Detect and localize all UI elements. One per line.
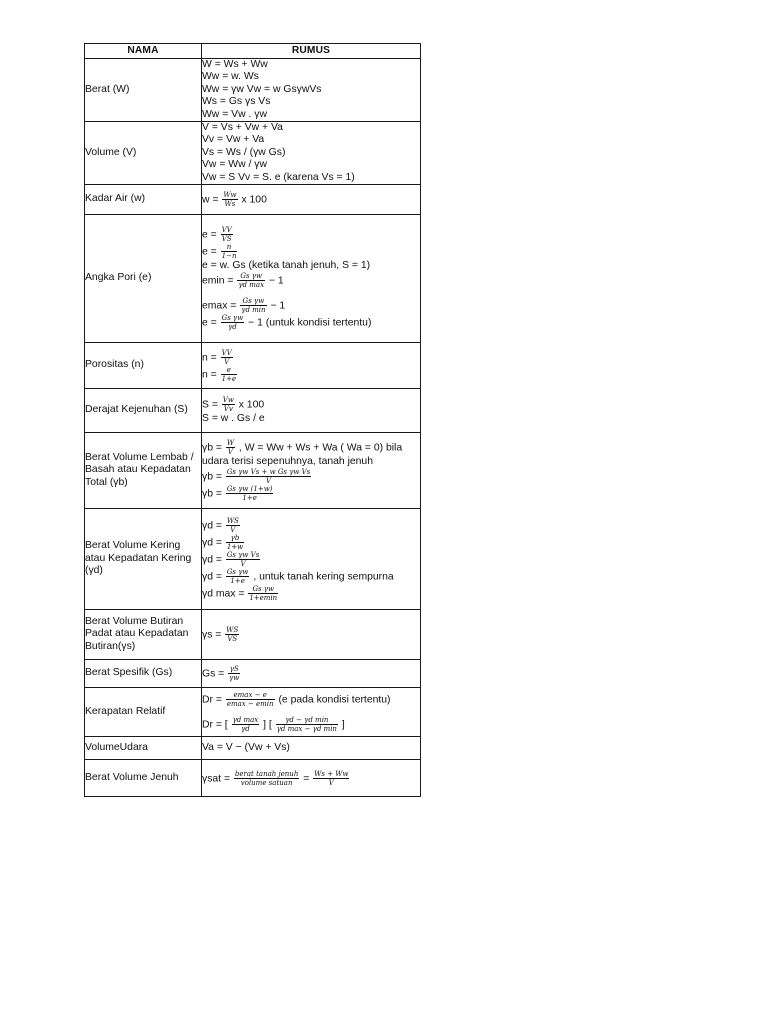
formula-rhs: ] <box>341 719 345 731</box>
formula-line <box>202 691 420 708</box>
spacer <box>202 289 420 297</box>
formula-line <box>202 396 420 413</box>
fraction <box>232 716 260 733</box>
table-row <box>85 389 421 433</box>
formula-rhs: − 1 (untuk kondisi tertentu) <box>248 317 372 329</box>
denominator: V <box>224 357 230 366</box>
formula-line <box>202 665 420 682</box>
numerator: Gs γw <box>237 272 265 281</box>
formula-line <box>202 172 420 184</box>
formula-line <box>202 568 420 585</box>
formula-lhs: γd = <box>202 570 222 582</box>
fraction <box>226 517 240 534</box>
numerator: WS <box>226 626 239 635</box>
spacer <box>202 708 420 716</box>
formula-line <box>202 534 420 551</box>
formula-line <box>202 349 420 366</box>
table-row <box>85 185 421 215</box>
formula-lhs: w = <box>202 194 219 206</box>
table-row <box>85 610 421 660</box>
numerator: Gs γw Vs <box>226 550 260 559</box>
formula-line <box>202 439 420 468</box>
formula-mid: ] [ <box>263 719 272 731</box>
denominator: V <box>240 559 246 568</box>
fraction <box>226 534 244 551</box>
formula-line <box>202 260 420 272</box>
numerator: berat tanah jenuh <box>234 769 299 778</box>
denominator: V <box>227 447 233 456</box>
numerator: VV <box>221 225 232 234</box>
denominator: Vv <box>223 404 233 413</box>
table-row <box>85 343 421 389</box>
denominator: γd max <box>238 281 265 290</box>
formula-line <box>202 191 420 208</box>
denominator: γd <box>228 323 237 332</box>
formula-lhs: γd = <box>202 536 222 548</box>
denominator: Ws <box>224 200 236 209</box>
fraction <box>226 551 260 568</box>
fraction <box>225 626 239 643</box>
numerator: W <box>226 438 235 447</box>
property-name: Berat Volume Butiran Padat atau Kepadatan Butiran(γs) <box>85 610 202 660</box>
formula-line <box>202 159 420 171</box>
formula-rhs: , W = Ww + Ws + Wa ( Wa = 0) bila udara terisi sepenuhnya, tanah jenuh <box>202 442 403 467</box>
formula-line <box>202 770 420 787</box>
formula-rhs: (e pada kondisi tertentu) <box>278 694 391 706</box>
denominator: 1+emin <box>249 593 278 602</box>
fraction <box>248 585 278 602</box>
formula-cell <box>202 688 421 737</box>
numerator: Gs γw <box>226 567 249 576</box>
fraction <box>221 243 238 260</box>
formula-lhs: e = <box>202 229 217 241</box>
column-header-formula: RUMUS <box>202 44 421 59</box>
formula-line <box>202 517 420 534</box>
table-row <box>85 122 421 185</box>
formula-cell <box>202 389 421 433</box>
formula-lhs: e = <box>202 317 217 329</box>
property-name: Derajat Kejenuhan (S) <box>85 389 202 433</box>
formula-line <box>202 71 420 83</box>
formula-cell <box>202 509 421 610</box>
fraction <box>226 439 235 456</box>
formula-line <box>202 59 420 71</box>
numerator: VV <box>221 348 232 357</box>
numerator: n <box>221 243 238 252</box>
table-row <box>85 433 421 509</box>
formula-line <box>202 134 420 146</box>
table-row <box>85 509 421 610</box>
fraction <box>276 716 338 733</box>
denominator: V <box>328 778 334 787</box>
property-name: Berat Volume Lembab / Basah atau Kepadatan Total (γb) <box>85 433 202 509</box>
formula-line <box>202 551 420 568</box>
denominator: VS <box>221 234 232 243</box>
formula-text: V = Vs + Vw + Va <box>202 122 283 134</box>
formula-text: S = w . Gs / e <box>202 412 265 424</box>
formula-line <box>202 84 420 96</box>
formula-line <box>202 243 420 260</box>
formula-lhs: e = <box>202 246 217 258</box>
property-name: Angka Pori (e) <box>85 215 202 343</box>
denominator: γd max − γd min <box>276 725 337 734</box>
fraction <box>221 314 245 331</box>
formula-text: Vv = Vw + Va <box>202 134 265 146</box>
numerator: Gs γw (1+w) <box>226 485 273 494</box>
denominator: 1+e <box>230 576 245 585</box>
formula-line <box>202 585 420 602</box>
fraction <box>221 366 237 383</box>
formula-line <box>202 122 420 134</box>
property-name: Kadar Air (w) <box>85 185 202 215</box>
formula-cell <box>202 737 421 760</box>
formula-line <box>202 272 420 289</box>
table-row <box>85 760 421 797</box>
numerator: Gs γw <box>248 585 278 594</box>
property-name: Berat Spesifik (Gs) <box>85 660 202 688</box>
fraction <box>313 770 349 787</box>
fraction <box>221 226 233 243</box>
property-name: Berat Volume Kering atau Kepadatan Kering (γd) <box>85 509 202 610</box>
formula-line <box>202 742 420 754</box>
fraction <box>221 349 233 366</box>
formula-text: W = Ws + Ww <box>202 59 268 70</box>
formula-line <box>202 485 420 502</box>
denominator: γd min <box>241 306 266 315</box>
formula-lhs: emax = <box>202 300 237 312</box>
property-name: VolumeUdara <box>85 737 202 760</box>
table-row <box>85 688 421 737</box>
fraction <box>226 485 274 502</box>
formula-line <box>202 366 420 383</box>
formula-text: Ws = Gs γs Vs <box>202 96 271 108</box>
formula-cell <box>202 215 421 343</box>
formula-lhs: γd max = <box>202 587 245 599</box>
formula-lhs: γd = <box>202 553 222 565</box>
fraction <box>226 468 311 485</box>
numerator: γS <box>229 665 239 674</box>
property-name: Volume (V) <box>85 122 202 185</box>
formula-cell <box>202 433 421 509</box>
formula-line <box>202 468 420 485</box>
formula-rhs: x 100 <box>241 194 267 206</box>
denominator: emax − emin <box>226 700 274 709</box>
property-name: Kerapatan Relatif <box>85 688 202 737</box>
table-row <box>85 737 421 760</box>
fraction <box>237 272 265 289</box>
formula-lhs: Gs = <box>202 668 225 680</box>
formula-line <box>202 716 420 733</box>
formula-rhs: x 100 <box>238 399 265 411</box>
formula-text: Vw = S Vv = S. e (karena Vs = 1) <box>202 171 355 183</box>
fraction <box>240 297 266 314</box>
table-header-row <box>85 44 421 59</box>
denominator: VS <box>227 635 238 644</box>
formula-cell <box>202 610 421 660</box>
formula-text: Vs = Ws / (γw Gs) <box>202 146 286 158</box>
formula-line <box>202 413 420 425</box>
formula-line <box>202 314 420 331</box>
numerator: γd − γd min <box>276 716 338 725</box>
property-name: Porositas (n) <box>85 343 202 389</box>
formula-lhs: n = <box>202 368 217 380</box>
denominator: volume satuan <box>240 778 293 787</box>
denominator: γw <box>229 674 240 683</box>
table-row <box>85 215 421 343</box>
numerator: WS <box>226 516 239 525</box>
formula-lhs: n = <box>202 351 217 363</box>
numerator: Ws + Ww <box>314 769 349 778</box>
denominator: γd <box>241 725 250 734</box>
formula-line <box>202 226 420 243</box>
formula-lhs: γsat = <box>202 772 231 784</box>
formula-rhs: − 1 <box>270 300 286 312</box>
numerator: Gs γw <box>221 314 244 323</box>
formula-table <box>84 43 421 797</box>
formula-line <box>202 297 420 314</box>
formula-text: Ww = w. Ws <box>202 71 259 83</box>
formula-mid: = <box>303 772 310 784</box>
formula-cell <box>202 660 421 688</box>
formula-lhs: γd = <box>202 519 222 531</box>
formula-text: Vw = Ww / γw <box>202 159 267 171</box>
formula-cell <box>202 760 421 797</box>
formula-line <box>202 96 420 108</box>
fraction <box>226 691 275 708</box>
property-name: Berat Volume Jenuh <box>85 760 202 797</box>
formula-text: Ww = Vw . γw <box>202 108 267 120</box>
fraction <box>222 191 237 208</box>
formula-text: Ww = γw Vw = w GsγwVs <box>202 83 322 95</box>
denominator: V <box>230 525 236 534</box>
numerator: Gs γw Vs + w Gs γw Vs <box>226 468 311 477</box>
formula-text: Va = V − (Vw + Vs) <box>202 741 290 753</box>
numerator: γd max <box>232 716 259 725</box>
numerator: Ww <box>223 191 237 200</box>
denominator: 1−n <box>221 251 237 260</box>
denominator: 1+w <box>226 542 244 551</box>
formula-lhs: γb = <box>202 442 222 454</box>
table-row <box>85 59 421 122</box>
formula-lhs: γb = <box>202 488 222 500</box>
table-row <box>85 660 421 688</box>
fraction <box>234 770 299 787</box>
formula-line <box>202 626 420 643</box>
formula-text: e = w. Gs (ketika tanah jenuh, S = 1) <box>202 259 371 271</box>
formula-line <box>202 109 420 121</box>
formula-cell <box>202 59 421 122</box>
formula-line <box>202 147 420 159</box>
numerator: emax − e <box>226 691 275 700</box>
denominator: 1+e <box>221 374 237 383</box>
formula-lhs: γb = <box>202 471 222 483</box>
property-name: Berat (W) <box>85 59 202 122</box>
numerator: e <box>221 366 237 375</box>
numerator: Vw <box>222 395 234 404</box>
formula-cell <box>202 185 421 215</box>
column-header-name: NAMA <box>85 44 202 59</box>
formula-lhs: emin = <box>202 275 234 287</box>
denominator: V <box>266 477 272 486</box>
numerator: Gs γw <box>240 297 266 306</box>
fraction <box>228 665 240 682</box>
formula-cell <box>202 122 421 185</box>
formula-lhs: γs = <box>202 629 222 641</box>
formula-cell <box>202 343 421 389</box>
formula-rhs: − 1 <box>268 275 284 287</box>
fraction <box>226 568 250 585</box>
numerator: γb <box>226 534 244 543</box>
denominator: 1+e <box>242 494 257 503</box>
fraction <box>222 396 235 413</box>
formula-lhs: S = <box>202 399 218 411</box>
formula-lhs: Dr = [ <box>202 719 228 731</box>
formula-lhs: Dr = <box>202 694 222 706</box>
formula-rhs: , untuk tanah kering sempurna <box>253 570 394 582</box>
